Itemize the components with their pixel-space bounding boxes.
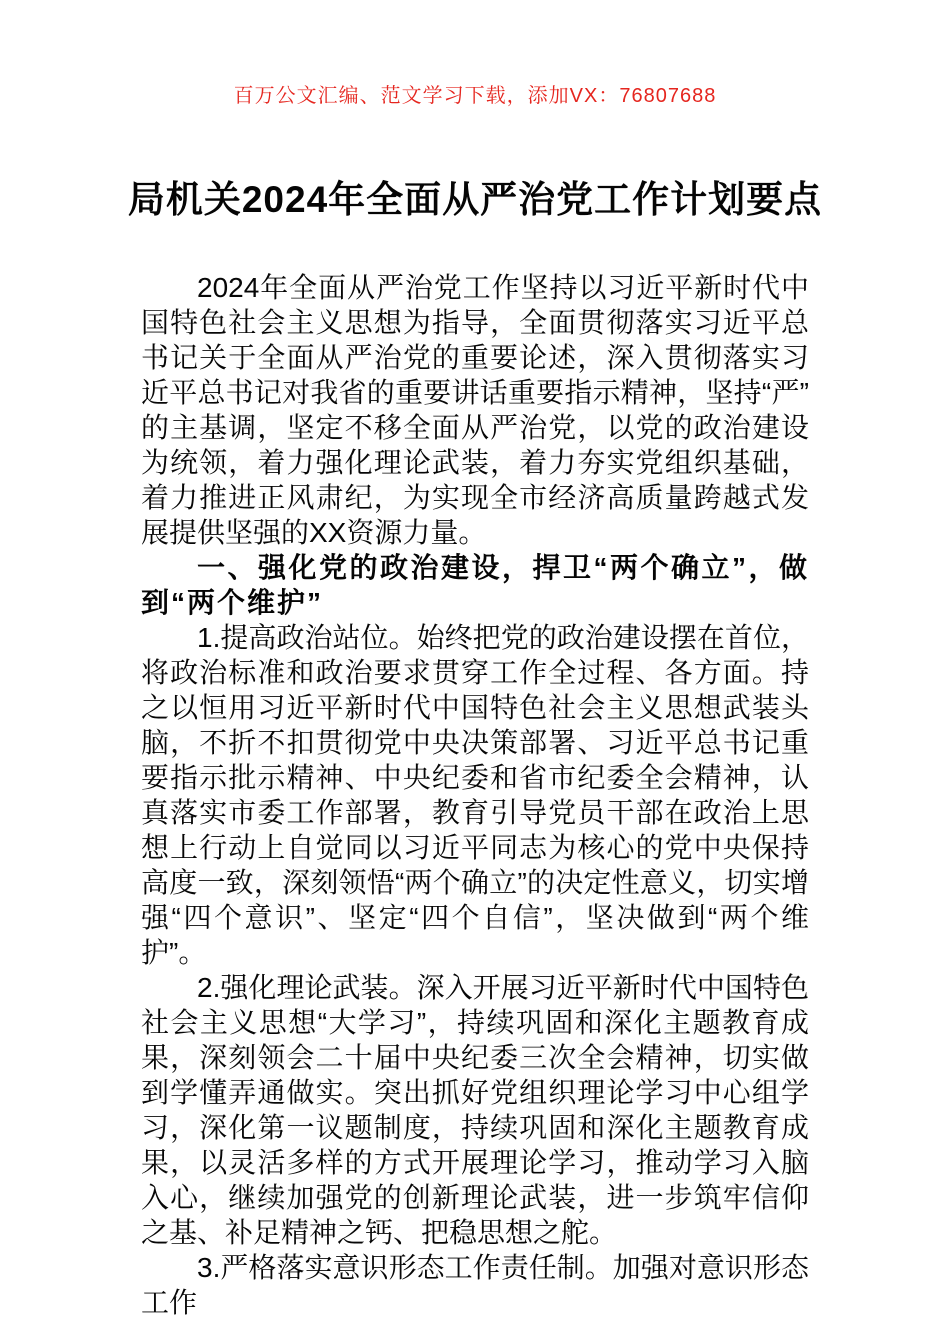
item-paragraph-1: 1.提高政治站位。始终把党的政治建设摆在首位，将政治标准和政治要求贯穿工作全过程、各方面。持之以恒用习近平新时代中国特色社会主义思想武装头脑，不折不扣贯彻党中央决策部署、习近平总书记重要指示批示精神、中央纪委和省市纪委全会精神，认真落实市委工作部署，教育引导党员干部在政治上思想上行动上自觉同以习近平同志为核心的党中央保持高度一致，深刻领悟“两个确立”的决定性意义，切实增强“四个意识”、坚定“四个自信”，坚决做到“两个维护”。 <box>141 622 809 968</box>
section-heading-1: 一、强化党的政治建设，捍卫“两个确立”，做到“两个维护” <box>141 552 809 618</box>
document-body <box>141 270 809 1320</box>
promo-banner: 百万公文汇编、范文学习下载，添加VX：76807688 <box>233 85 717 107</box>
intro-paragraph: 2024年全面从严治党工作坚持以习近平新时代中国特色社会主义思想为指导，全面贯彻落实习近平总书记关于全面从严治党的重要论述，深入贯彻落实习近平总书记对我省的重要讲话重要指示精神，坚持“严”的主基调，坚定不移全面从严治党，以党的政治建设为统领，着力强化理论武装，着力夯实党组织基础，着力推进正风肃纪，为实现全市经济高质量跨越式发展提供坚强的XX资源力量。 <box>141 272 809 548</box>
item-paragraph-3-partial: 3.严格落实意识形态工作责任制。加强对意识形态工作 <box>141 1252 809 1318</box>
item-paragraph-2: 2.强化理论武装。深入开展习近平新时代中国特色社会主义思想“大学习”，持续巩固和深化主题教育成果，深刻领会二十届中央纪委三次全会精神，切实做到学懂弄通做实。突出抓好党组织理论学习中心组学习，深化第一议题制度，持续巩固和深化主题教育成果，以灵活多样的方式开展理论学习，推动学习入脑入心，继续加强党的创新理论武装，进一步筑牢信仰之基、补足精神之钙、把稳思想之舵。 <box>141 972 809 1248</box>
document-title: 局机关2024年全面从严治党工作计划要点 <box>127 179 823 220</box>
